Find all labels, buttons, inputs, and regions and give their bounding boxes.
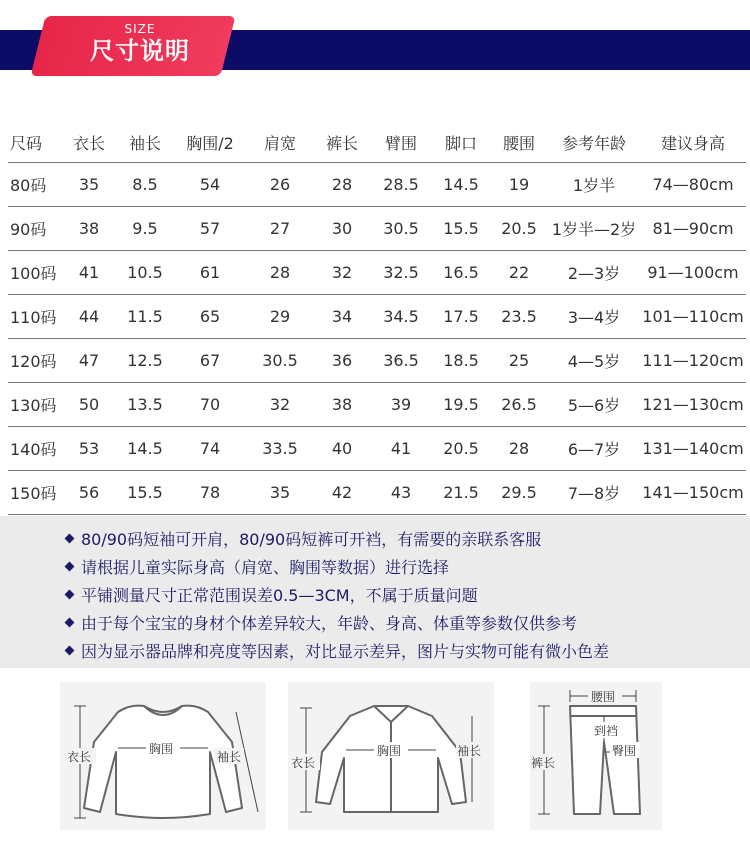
- table-cell: 13.5: [116, 383, 174, 427]
- table-cell: 141—150cm: [640, 471, 746, 515]
- pants-waist-label: 腰围: [591, 690, 616, 704]
- table-cell: 131—140cm: [640, 427, 746, 471]
- table-cell: 32: [314, 251, 370, 295]
- table-cell: 19.5: [432, 383, 490, 427]
- table-cell: 1岁半: [548, 163, 640, 207]
- note-item: [66, 610, 609, 638]
- column-header: 腰围: [490, 122, 548, 163]
- table-cell: 80码: [8, 163, 62, 207]
- table-row: [8, 471, 746, 515]
- header-title-group: [60, 22, 220, 66]
- notes-list: [66, 526, 609, 666]
- table-cell: 110码: [8, 295, 62, 339]
- table-body: [8, 163, 746, 515]
- table-cell: 27: [246, 207, 314, 251]
- table-cell: 57: [174, 207, 246, 251]
- table-cell: 34.5: [370, 295, 432, 339]
- column-header: 臂围: [370, 122, 432, 163]
- pants-diagram: [530, 682, 662, 830]
- table-row: [8, 339, 746, 383]
- table-cell: 12.5: [116, 339, 174, 383]
- table-cell: 4—5岁: [548, 339, 640, 383]
- header-size-label: SIZE: [124, 22, 156, 36]
- note-item: [66, 582, 609, 610]
- column-header: 尺码: [8, 122, 62, 163]
- table-cell: 22: [490, 251, 548, 295]
- table-cell: 70: [174, 383, 246, 427]
- table-cell: 3—4岁: [548, 295, 640, 339]
- table-cell: 35: [246, 471, 314, 515]
- table-cell: 26.5: [490, 383, 548, 427]
- table-cell: 30.5: [246, 339, 314, 383]
- table-cell: 34: [314, 295, 370, 339]
- table-cell: 61: [174, 251, 246, 295]
- note-item: [66, 554, 609, 582]
- table-cell: 91—100cm: [640, 251, 746, 295]
- table-cell: 50: [62, 383, 116, 427]
- table-row: [8, 251, 746, 295]
- table-cell: 54: [174, 163, 246, 207]
- pants-crotch-label: 到裆: [594, 724, 619, 738]
- table-cell: 41: [62, 251, 116, 295]
- table-cell: 36.5: [370, 339, 432, 383]
- table-cell: 18.5: [432, 339, 490, 383]
- table-cell: 101—110cm: [640, 295, 746, 339]
- table-cell: 10.5: [116, 251, 174, 295]
- table-cell: 67: [174, 339, 246, 383]
- table-cell: 28.5: [370, 163, 432, 207]
- table-cell: 32: [246, 383, 314, 427]
- table-cell: 38: [62, 207, 116, 251]
- note-text: 80/90码短袖可开肩，80/90码短裤可开裆，有需要的亲联系客服: [81, 530, 542, 549]
- note-item: [66, 638, 609, 666]
- table-cell: 19: [490, 163, 548, 207]
- column-header: 袖长: [116, 122, 174, 163]
- table-cell: 2—3岁: [548, 251, 640, 295]
- shirt-outline-icon: [316, 706, 466, 812]
- table-cell: 16.5: [432, 251, 490, 295]
- table-cell: 15.5: [432, 207, 490, 251]
- note-item: [66, 526, 609, 554]
- notes-panel: [0, 516, 750, 668]
- table-cell: 7—8岁: [548, 471, 640, 515]
- shirt-chest-label: 胸围: [377, 744, 402, 758]
- table-cell: 150码: [8, 471, 62, 515]
- shirt-length-label: 衣长: [291, 756, 316, 770]
- table-cell: 29: [246, 295, 314, 339]
- table-cell: 5—6岁: [548, 383, 640, 427]
- shirt-sleeve-label: 袖长: [457, 744, 482, 758]
- table-cell: 28: [490, 427, 548, 471]
- table-cell: 1岁半—2岁: [548, 207, 640, 251]
- table-cell: 44: [62, 295, 116, 339]
- table-cell: 38: [314, 383, 370, 427]
- table-cell: 36: [314, 339, 370, 383]
- table-cell: 40: [314, 427, 370, 471]
- note-text: 平铺测量尺寸正常范围误差0.5—3CM，不属于质量问题: [81, 586, 478, 605]
- column-header: 脚口: [432, 122, 490, 163]
- table-cell: 20.5: [432, 427, 490, 471]
- diamond-bullet-icon: [65, 562, 75, 572]
- table-cell: 90码: [8, 207, 62, 251]
- table-cell: 26: [246, 163, 314, 207]
- table-cell: 11.5: [116, 295, 174, 339]
- table-cell: 32.5: [370, 251, 432, 295]
- table-row: [8, 427, 746, 471]
- table-cell: 20.5: [490, 207, 548, 251]
- table-cell: 130码: [8, 383, 62, 427]
- table-cell: 47: [62, 339, 116, 383]
- table-row: [8, 383, 746, 427]
- table-cell: 53: [62, 427, 116, 471]
- table-cell: 74: [174, 427, 246, 471]
- pants-thigh-label: 臀围: [612, 744, 637, 758]
- table-cell: 21.5: [432, 471, 490, 515]
- table-row: [8, 295, 746, 339]
- table-cell: 14.5: [116, 427, 174, 471]
- table-cell: 41: [370, 427, 432, 471]
- note-text: 因为显示器品牌和亮度等因素，对比显示差异，图片与实物可能有微小色差: [81, 642, 610, 661]
- note-text: 由于每个宝宝的身材个体差异较大，年龄、身高、体重等参数仅供参考: [81, 614, 578, 633]
- table-cell: 39: [370, 383, 432, 427]
- tshirt-length-label: 衣长: [67, 750, 92, 764]
- table-cell: 120码: [8, 339, 62, 383]
- diamond-bullet-icon: [65, 646, 75, 656]
- table-cell: 56: [62, 471, 116, 515]
- column-header: 建议身高: [640, 122, 746, 163]
- table-cell: 43: [370, 471, 432, 515]
- table-row: [8, 163, 746, 207]
- table-cell: 14.5: [432, 163, 490, 207]
- column-header: 参考年龄: [548, 122, 640, 163]
- tshirt-diagram: [60, 682, 266, 830]
- table-cell: 30.5: [370, 207, 432, 251]
- column-header: 肩宽: [246, 122, 314, 163]
- table-cell: 35: [62, 163, 116, 207]
- header-title: 尺寸说明: [90, 37, 190, 65]
- table-cell: 17.5: [432, 295, 490, 339]
- table-cell: 121—130cm: [640, 383, 746, 427]
- table-cell: 30: [314, 207, 370, 251]
- table-cell: 8.5: [116, 163, 174, 207]
- tshirt-chest-label: 胸围: [149, 742, 174, 756]
- table-cell: 65: [174, 295, 246, 339]
- table-cell: 140码: [8, 427, 62, 471]
- table-cell: 78: [174, 471, 246, 515]
- column-header: 胸围/2: [174, 122, 246, 163]
- table-cell: 33.5: [246, 427, 314, 471]
- note-text: 请根据儿童实际身高（肩宽、胸围等数据）进行选择: [81, 558, 450, 577]
- table-cell: 74—80cm: [640, 163, 746, 207]
- table-cell: 28: [314, 163, 370, 207]
- table-cell: 23.5: [490, 295, 548, 339]
- table-header-row: [8, 122, 746, 163]
- diamond-bullet-icon: [65, 534, 75, 544]
- shirt-diagram: [288, 682, 494, 830]
- table-cell: 15.5: [116, 471, 174, 515]
- table-row: [8, 207, 746, 251]
- size-table: [8, 122, 746, 515]
- table-cell: 9.5: [116, 207, 174, 251]
- table-cell: 42: [314, 471, 370, 515]
- table-cell: 25: [490, 339, 548, 383]
- pants-length-label: 裤长: [531, 756, 556, 770]
- table-cell: 81—90cm: [640, 207, 746, 251]
- tshirt-sleeve-label: 袖长: [217, 750, 242, 764]
- column-header: 裤长: [314, 122, 370, 163]
- diamond-bullet-icon: [65, 590, 75, 600]
- table-cell: 111—120cm: [640, 339, 746, 383]
- table-cell: 6—7岁: [548, 427, 640, 471]
- table-cell: 100码: [8, 251, 62, 295]
- table-cell: 29.5: [490, 471, 548, 515]
- diamond-bullet-icon: [65, 618, 75, 628]
- table-cell: 28: [246, 251, 314, 295]
- column-header: 衣长: [62, 122, 116, 163]
